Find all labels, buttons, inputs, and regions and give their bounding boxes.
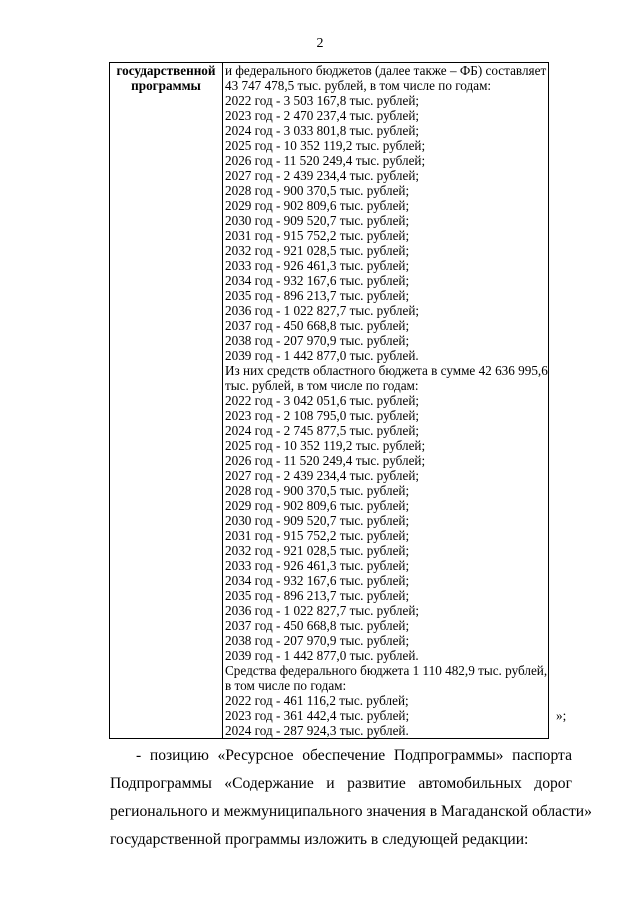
- budget-line: 2038 год - 207 970,9 тыс. рублей;: [225, 333, 410, 348]
- budget-line: 2037 год - 450 668,8 тыс. рублей;: [225, 318, 410, 333]
- budget-line: 2030 год - 909 520,7 тыс. рублей;: [225, 513, 410, 528]
- budget-line: 2024 год - 2 745 877,5 тыс. рублей;: [225, 423, 420, 438]
- budget-line: 2033 год - 926 461,3 тыс. рублей;: [225, 258, 410, 273]
- budget-line: 2039 год - 1 442 877,0 тыс. рублей.: [225, 648, 419, 663]
- budget-line: 2025 год - 10 352 119,2 тыс. рублей;: [225, 438, 426, 453]
- row-header-line: программы: [131, 78, 201, 93]
- budget-line: 2028 год - 900 370,5 тыс. рублей;: [225, 483, 410, 498]
- budget-line: 2023 год - 2 108 795,0 тыс. рублей;: [225, 408, 420, 423]
- budget-line: 2027 год - 2 439 234,4 тыс. рублей;: [225, 168, 420, 183]
- paragraph-line: Подпрограммы «Содержание и развитие автомобильных дорог: [110, 775, 572, 792]
- row-content-cell: [223, 63, 549, 739]
- budget-line: 2030 год - 909 520,7 тыс. рублей;: [225, 213, 410, 228]
- amendment-paragraph: [110, 742, 592, 854]
- budget-line: 2039 год - 1 442 877,0 тыс. рублей.: [225, 348, 419, 363]
- budget-line: 2024 год - 3 033 801,8 тыс. рублей;: [225, 123, 420, 138]
- paragraph-line: государственной программы изложить в следующей редакции:: [110, 831, 529, 848]
- budget-line: 2026 год - 11 520 249,4 тыс. рублей;: [225, 453, 426, 468]
- budget-line: 2023 год - 361 442,4 тыс. рублей;: [225, 708, 410, 723]
- budget-line: в том числе по годам:: [225, 678, 347, 693]
- budget-line: 2036 год - 1 022 827,7 тыс. рублей;: [225, 603, 420, 618]
- closing-quote-mark: »;: [556, 708, 567, 723]
- budget-line: 2032 год - 921 028,5 тыс. рублей;: [225, 243, 410, 258]
- budget-line: Средства федерального бюджета 1 110 482,9 тыс. рублей,: [225, 663, 548, 678]
- budget-line: 2027 год - 2 439 234,4 тыс. рублей;: [225, 468, 420, 483]
- budget-line: 2025 год - 10 352 119,2 тыс. рублей;: [225, 138, 426, 153]
- row-header-line: государственной: [116, 63, 216, 78]
- budget-line: 2029 год - 902 809,6 тыс. рублей;: [225, 498, 410, 513]
- budget-line: 2034 год - 932 167,6 тыс. рублей;: [225, 573, 410, 588]
- budget-line: 2032 год - 921 028,5 тыс. рублей;: [225, 543, 410, 558]
- budget-line: 2033 год - 926 461,3 тыс. рублей;: [225, 558, 410, 573]
- budget-line: 2031 год - 915 752,2 тыс. рублей;: [225, 228, 410, 243]
- budget-line: 2022 год - 461 116,2 тыс. рублей;: [225, 693, 409, 708]
- budget-table: [109, 62, 549, 739]
- table-row: [110, 63, 549, 739]
- budget-line: 2028 год - 900 370,5 тыс. рублей;: [225, 183, 410, 198]
- budget-line: 2035 год - 896 213,7 тыс. рублей;: [225, 588, 410, 603]
- budget-line: Из них средств областного бюджета в сумме 42 636 995,6: [225, 363, 548, 378]
- budget-line: 2038 год - 207 970,9 тыс. рублей;: [225, 633, 410, 648]
- budget-line: 2031 год - 915 752,2 тыс. рублей;: [225, 528, 410, 543]
- paragraph-line: регионального и межмуниципального значения в Магаданской области»: [110, 803, 592, 820]
- budget-line: 43 747 478,5 тыс. рублей, в том числе по годам:: [225, 78, 492, 93]
- budget-line: 2024 год - 287 924,3 тыс. рублей.: [225, 723, 409, 738]
- budget-line: 2029 год - 902 809,6 тыс. рублей;: [225, 198, 410, 213]
- budget-line: 2022 год - 3 503 167,8 тыс. рублей;: [225, 93, 420, 108]
- budget-line: 2034 год - 932 167,6 тыс. рублей;: [225, 273, 410, 288]
- budget-line: 2036 год - 1 022 827,7 тыс. рублей;: [225, 303, 420, 318]
- budget-line: 2022 год - 3 042 051,6 тыс. рублей;: [225, 393, 420, 408]
- budget-line: 2037 год - 450 668,8 тыс. рублей;: [225, 618, 410, 633]
- budget-line: тыс. рублей, в том числе по годам:: [225, 378, 419, 393]
- page-number: 2: [316, 36, 324, 51]
- paragraph-line: - позицию «Ресурсное обеспечение Подпрограммы» паспорта: [136, 747, 572, 764]
- row-header-cell: [110, 63, 223, 739]
- budget-line: 2035 год - 896 213,7 тыс. рублей;: [225, 288, 410, 303]
- budget-line: и федерального бюджетов (далее также – ФБ) составляет: [225, 63, 547, 78]
- budget-line: 2023 год - 2 470 237,4 тыс. рублей;: [225, 108, 420, 123]
- budget-line: 2026 год - 11 520 249,4 тыс. рублей;: [225, 153, 426, 168]
